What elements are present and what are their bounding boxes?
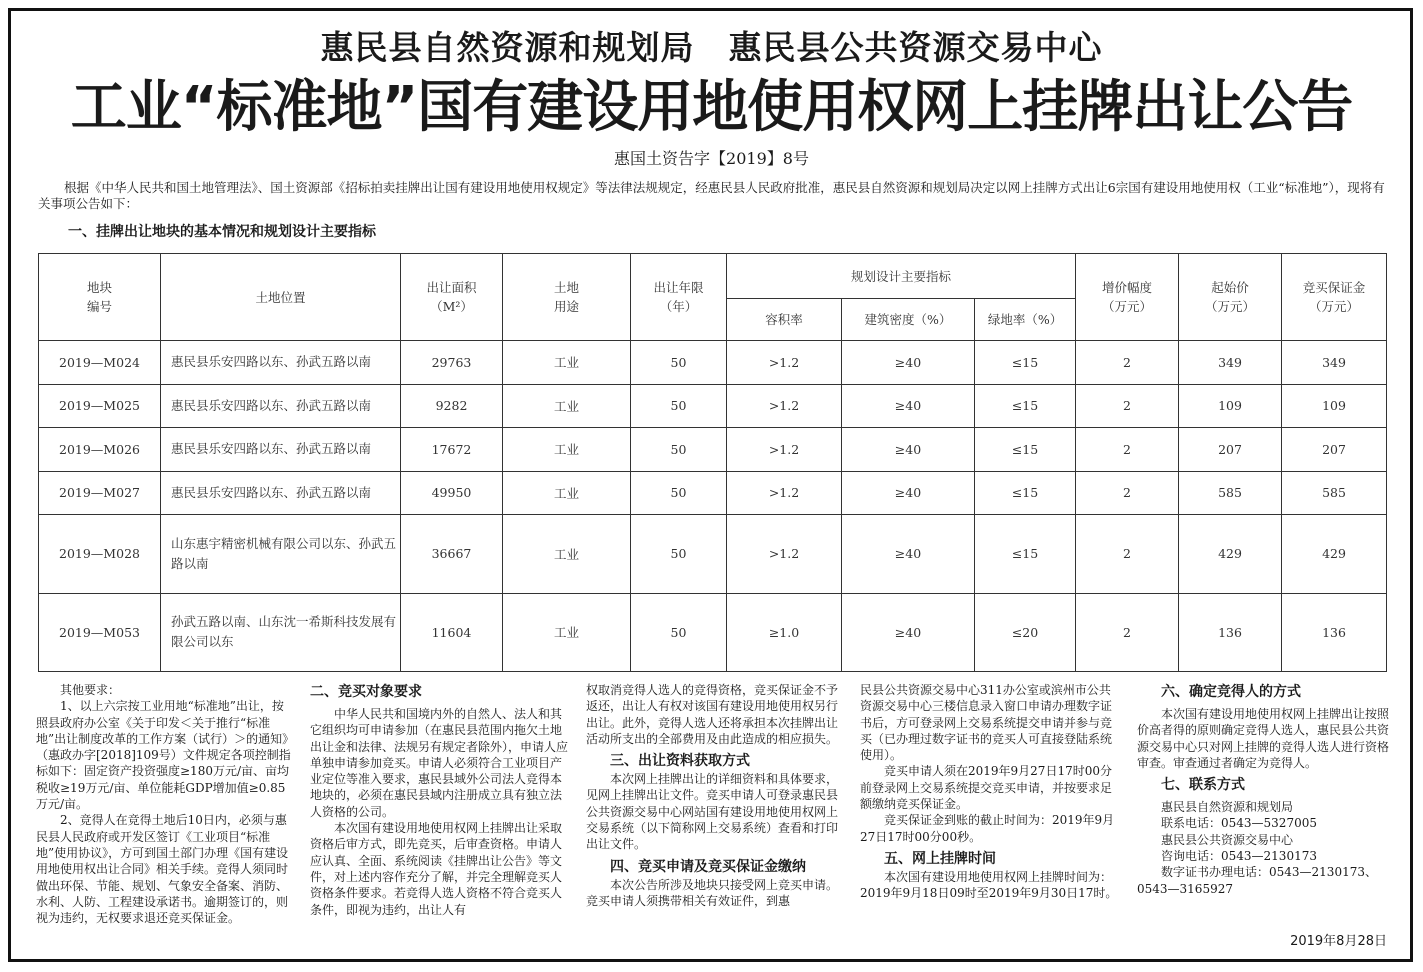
intro-paragraph: 根据《中华人民共和国土地管理法》、国土资源部《招标拍卖挂牌出让国有建设用地使用权规定》等法律法规规定，经惠民县人民政府批准，惠民县自然资源和规划局决定以网上挂牌方式出让6宗国有建设用地使用权（工业“标准地”），现将有关事项公告如下： [38, 180, 1385, 211]
cell-increment: 2 [1076, 471, 1179, 515]
cell-deposit: 349 [1282, 341, 1387, 385]
header-planning: 规划设计主要指标 [727, 254, 1076, 299]
section-4-paragraph: 本次公告所涉及地块只接受网上竞买申请。竞买申请人须携带相关有效证件，到惠 [586, 877, 839, 908]
cell-term: 50 [631, 384, 727, 428]
contact-certificate-phone: 数字证书办理电话：0543—2130173、0543—3165927 [1137, 865, 1377, 896]
cell-start-price: 136 [1179, 593, 1282, 671]
cell-start-price: 585 [1179, 471, 1282, 515]
cell-far: >1.2 [727, 471, 842, 515]
cell-area: 36667 [401, 515, 503, 593]
cell-plot-no: 2019—M024 [39, 341, 161, 385]
cell-term: 50 [631, 515, 727, 593]
cell-density: ≥40 [842, 341, 975, 385]
cell-term: 50 [631, 471, 727, 515]
cell-increment: 2 [1076, 341, 1179, 385]
table-row [39, 428, 1387, 472]
cell-term: 50 [631, 428, 727, 472]
section-4-deadline: 竞买申请人须在2019年9月27日17时00分前登录网上交易系统提交竞买申请，并按要求足额缴纳竞买保证金。 [860, 764, 1113, 812]
header-use [503, 254, 631, 341]
section-2-paragraph-2: 本次国有建设用地使用权网上挂牌出让采取资格后审方式，即先竞买，后审查资格。申请人应认真、全面、系统阅读《挂牌出让公告》等文件，对上述内容作充分了解，并完全理解竞买人资格条件要求。若竞得人选人资格不符合竞买人条件，即视为违约，出让人有 [310, 821, 563, 917]
table-row [39, 593, 1387, 671]
cell-use: 工业 [503, 341, 631, 385]
cell-deposit: 136 [1282, 593, 1387, 671]
cell-increment: 2 [1076, 593, 1179, 671]
cell-location: 惠民县乐安四路以东、孙武五路以南 [161, 471, 401, 515]
cell-location: 孙武五路以南、山东沈一希斯科技发展有限公司以东 [161, 593, 401, 671]
plots-table [38, 253, 1387, 672]
cell-area: 49950 [401, 471, 503, 515]
cell-location: 惠民县乐安四路以东、孙武五路以南 [161, 428, 401, 472]
table-row [39, 471, 1387, 515]
requirement-2: 2、竞得人在竞得土地后10日内，必须与惠民县人民政府或开发区签订《工业项目“标准地”使用协议》，方可到国土部门办理《国有建设用地使用权出让合同》相关手续。竞得人须同时做出环保、节能、规划、气象安全备案、消防、水利、人防、工程建设承诺书。逾期签订的，则视为违约，无权要求退还竞买保证金。 [36, 813, 289, 926]
requirement-1: 1、以上六宗按工业用地“标准地”出让，按照县政府办公室《关于印发＜关于推行“标准地”出让制度改革的工作方案（试行）＞的通知》（惠政办字[2018]109号）文件规定各项控制指标如下：固定资产投资强度≥180万元/亩、亩均税收≥19万元/亩、单位能耗GDP增加值≥0.85万元/亩。 [36, 699, 291, 812]
column-bidder-requirements [310, 682, 568, 918]
cell-far: ≥1.0 [727, 593, 842, 671]
cell-use: 工业 [503, 384, 631, 428]
cell-increment: 2 [1076, 384, 1179, 428]
cell-green: ≤15 [975, 471, 1076, 515]
cell-location: 惠民县乐安四路以东、孙武五路以南 [161, 384, 401, 428]
cell-increment: 2 [1076, 428, 1179, 472]
cell-start-price: 207 [1179, 428, 1282, 472]
section-2-title: 二、竞买对象要求 [310, 684, 422, 700]
cell-start-price: 349 [1179, 341, 1282, 385]
header-increment [1076, 254, 1179, 341]
cell-plot-no: 2019—M053 [39, 593, 161, 671]
cell-deposit: 109 [1282, 384, 1387, 428]
cell-green: ≤20 [975, 593, 1076, 671]
cell-density: ≥40 [842, 384, 975, 428]
cell-far: >1.2 [727, 515, 842, 593]
contact-center-phone: 咨询电话：0543—2130173 [1161, 849, 1317, 864]
contact-center: 惠民县公共资源交易中心 [1161, 832, 1294, 847]
cell-increment: 2 [1076, 515, 1179, 593]
header-start-price [1179, 254, 1282, 341]
column-documents [586, 682, 844, 909]
contact-bureau-phone: 联系电话：0543—5327005 [1161, 816, 1317, 831]
table-row [39, 515, 1387, 593]
section-6-title: 六、确定竞得人的方式 [1161, 684, 1301, 700]
header-deposit [1282, 254, 1387, 341]
section-6-paragraph: 本次国有建设用地使用权网上挂牌出让按照价高者得的原则确定竞得人选人，惠民县公共资源交易中心只对网上挂牌的竞得人选人进行资格审查。审查通过者确定为竞得人。 [1137, 707, 1390, 770]
document-number: 惠国土资告字【2019】8号 [614, 149, 809, 168]
table-row [39, 341, 1387, 385]
cell-use: 工业 [503, 471, 631, 515]
cell-area: 9282 [401, 384, 503, 428]
cell-density: ≥40 [842, 515, 975, 593]
cell-area: 11604 [401, 593, 503, 671]
cell-use: 工业 [503, 515, 631, 593]
cell-start-price: 109 [1179, 384, 1282, 428]
cell-location: 山东惠宇精密机械有限公司以东、孙武五路以南 [161, 515, 401, 593]
header-location: 土地位置 [161, 254, 401, 341]
cell-area: 29763 [401, 341, 503, 385]
cell-location: 惠民县乐安四路以东、孙武五路以南 [161, 341, 401, 385]
column-other-requirements [36, 682, 294, 926]
header-deposit-text: 竞买保证金 （万元） [1302, 280, 1366, 314]
cell-far: >1.2 [727, 341, 842, 385]
cell-term: 50 [631, 341, 727, 385]
header-density: 建筑密度（%） [842, 299, 975, 341]
section-3-paragraph: 本次网上挂牌出让的详细资料和具体要求，见网上挂牌出让文件。竞买申请人可登录惠民县公共资源交易中心网站国有建设用地使用权网上交易系统（以下简称网上交易系统）查看和打印出让文件。 [586, 772, 839, 852]
header-plot-no [39, 254, 161, 341]
cell-area: 17672 [401, 428, 503, 472]
section-5-paragraph: 本次国有建设用地使用权网上挂牌时间为：2019年9月18日09时至2019年9月30日17时。 [860, 869, 1118, 901]
section-2-continued: 权取消竞得人选人的竞得资格，竞买保证金不予返还，出让人有权对该国有建设用地使用权另行出让。此外，竞得人选人还将承担本次挂牌出让活动所支出的全部费用及由此造成的相应损失。 [586, 683, 839, 746]
cell-density: ≥40 [842, 471, 975, 515]
cell-green: ≤15 [975, 515, 1076, 593]
section-1-title: 一、挂牌出让地块的基本情况和规划设计主要指标 [68, 224, 376, 240]
header-use-text: 土地 用途 [553, 280, 579, 314]
cell-green: ≤15 [975, 384, 1076, 428]
cell-term: 50 [631, 593, 727, 671]
cell-density: ≥40 [842, 428, 975, 472]
notice-date: 2019年8月28日 [1290, 934, 1387, 949]
header-area [401, 254, 503, 341]
header-far: 容积率 [727, 299, 842, 341]
cell-plot-no: 2019—M027 [39, 471, 161, 515]
header-plot-no-text: 地块 编号 [86, 280, 112, 314]
contact-bureau: 惠民县自然资源和规划局 [1161, 800, 1294, 815]
cell-plot-no: 2019—M026 [39, 428, 161, 472]
column-winner-contact [1137, 682, 1395, 897]
cell-deposit: 207 [1282, 428, 1387, 472]
cell-deposit: 429 [1282, 515, 1387, 593]
other-requirements-lead: 其他要求： [60, 683, 121, 697]
cell-far: >1.2 [727, 384, 842, 428]
cell-plot-no: 2019—M028 [39, 515, 161, 593]
section-5-title: 五、网上挂牌时间 [884, 850, 996, 867]
cell-density: ≥40 [842, 593, 975, 671]
table-row [39, 384, 1387, 428]
section-7-title: 七、联系方式 [1161, 777, 1245, 794]
cell-start-price: 429 [1179, 515, 1282, 593]
section-3-title: 三、出让资料获取方式 [610, 753, 750, 770]
section-2-paragraph-1: 中华人民共和国境内外的自然人、法人和其它组织均可申请参加（在惠民县范围内拖欠土地出让金和法律、法规另有规定者除外），申请人应单独申请参加竞买。申请人必须符合工业项目产业定位等准入要求，惠民县域外公司法人竞得本地块的，必须在惠民县域内注册成立具有独立法人资格的公司。 [310, 707, 569, 819]
section-4-deposit-deadline: 竞买保证金到账的截止时间为：2019年9月27日17时00分00秒。 [860, 813, 1115, 844]
header-green: 绿地率（%） [975, 299, 1076, 341]
header-term [631, 254, 727, 341]
cell-deposit: 585 [1282, 471, 1387, 515]
header-increment-text: 增价幅度 （万元） [1102, 280, 1153, 314]
cell-plot-no: 2019—M025 [39, 384, 161, 428]
section-4-title: 四、竞买申请及竞买保证金缴纳 [610, 858, 806, 875]
issuers-heading: 惠民县自然资源和规划局 惠民县公共资源交易中心 [320, 28, 1103, 67]
cell-use: 工业 [503, 428, 631, 472]
cell-use: 工业 [503, 593, 631, 671]
cell-green: ≤15 [975, 341, 1076, 385]
column-application [860, 682, 1122, 902]
cell-green: ≤15 [975, 428, 1076, 472]
section-4-continued: 民县公共资源交易中心311办公室或滨州市公共资源交易中心三楼信息录入窗口申请办理数字证书后，方可登录网上交易系统提交申请并参与竞买（已办理过数字证书的竞买人可直接登陆系统使用）。 [860, 683, 1113, 763]
notice-title: 工业“标准地”国有建设用地使用权网上挂牌出让公告 [70, 75, 1353, 140]
header-term-text: 出让年限 （年） [653, 280, 704, 314]
header-area-text: 出让面积 （M²） [426, 280, 477, 314]
header-start-price-text: 起始价 （万元） [1205, 280, 1256, 314]
cell-far: >1.2 [727, 428, 842, 472]
